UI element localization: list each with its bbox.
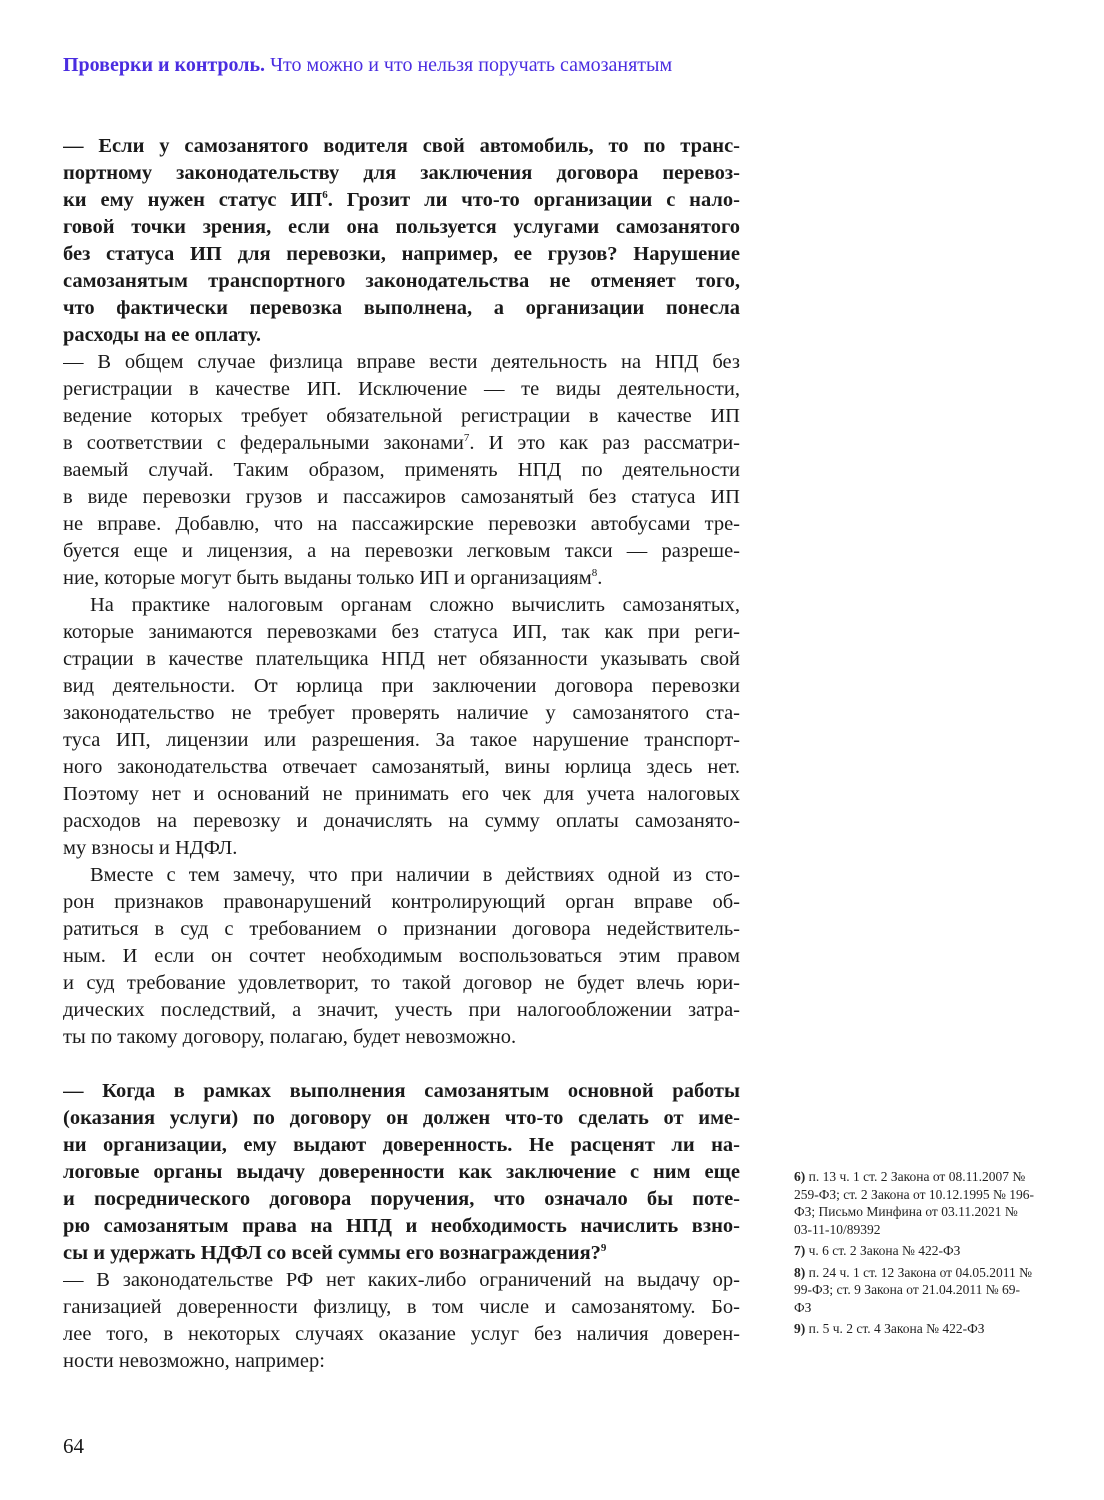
text-line [63, 268, 740, 295]
text-segment: самозанятым транспортного законодательства не отменяет того, [63, 270, 740, 292]
text-line [63, 700, 740, 727]
text-segment: — Когда в рамках выполнения самозанятым основной работы [63, 1080, 740, 1102]
text-segment: — В общем случае физлица вправе вести деятельность на НПД без [63, 351, 740, 373]
footnote-ref: 8 [591, 567, 598, 580]
text-segment: — В законодательстве РФ нет каких-либо ограничений на выдачу ор- [63, 1269, 740, 1291]
footnote-ref: 6 [322, 189, 328, 202]
text-line [63, 214, 740, 241]
text-segment: ни организации, ему выдают доверенность. Не расценят ли на- [63, 1134, 740, 1156]
text-line [63, 187, 740, 214]
text-line [63, 997, 740, 1024]
text-segment: расходы на ее оплату. [63, 324, 262, 346]
text-segment: логовые органы выдачу доверенности как заключение с ним еще [63, 1161, 740, 1183]
text-segment: му взносы и НДФЛ. [63, 837, 238, 859]
text-line [63, 1078, 740, 1105]
text-segment: сы и удержать НДФЛ со всей суммы его вознаграждения? [63, 1242, 601, 1264]
text-segment: в виде перевозки грузов и пассажиров самозанятый без статуса ИП [63, 486, 740, 508]
text-segment: ты по такому договору, полагаю, будет невозможно. [63, 1026, 517, 1048]
answer-paragraph [63, 1267, 740, 1375]
text-line [63, 1240, 740, 1267]
text-line [63, 754, 740, 781]
text-line [63, 1294, 740, 1321]
text-segment: . Грозит ли что-то организации с нало- [327, 189, 740, 211]
text-segment: . [597, 567, 603, 589]
text-line [63, 1105, 740, 1132]
text-segment: без статуса ИП для перевозки, например, ее грузов? Нарушение [63, 243, 740, 265]
text-line [63, 295, 740, 322]
question-paragraph [63, 133, 740, 349]
footnote-number: 6) [794, 1169, 806, 1184]
text-segment: ведение которых требует обязательной регистрации в качестве ИП [63, 405, 740, 427]
text-line [63, 916, 740, 943]
text-segment: ние, которые могут быть выданы только ИП и организациям [63, 567, 592, 589]
text-line [63, 970, 740, 997]
text-segment: ным. И если он сочтет необходимым воспользоваться этим правом [63, 945, 740, 967]
answer-paragraph [63, 592, 740, 862]
text-line [63, 808, 740, 835]
footnote-ref: 9 [600, 1242, 607, 1255]
question-paragraph [63, 1078, 740, 1267]
header-title: Что можно и что нельзя поручать самозанятым [270, 54, 673, 76]
text-line [63, 889, 740, 916]
text-segment: и суд требование удовлетворит, то такой договор не будет влечь юри- [63, 972, 740, 994]
answer-paragraph [63, 862, 740, 1051]
text-segment: расходов на перевозку и доначислять на сумму оплаты самозанято- [63, 810, 740, 832]
text-segment: ки ему нужен статус ИП [63, 189, 323, 211]
text-segment: не вправе. Добавлю, что на пассажирские перевозки автобусами тре- [63, 513, 740, 535]
text-segment: говой точки зрения, если она пользуется услугами самозанятого [63, 216, 740, 238]
text-segment: страции в качестве плательщика НПД нет обязанности указывать свой [63, 648, 740, 670]
text-line [63, 430, 740, 457]
footnote-ref: 7 [463, 432, 470, 445]
text-segment: рон признаков правонарушений контролирующий орган вправе об- [63, 891, 740, 913]
text-segment: — Если у самозанятого водителя свой автомобиль, то по транс- [63, 135, 740, 157]
article-body [63, 133, 740, 1375]
text-segment: и посреднического договора поручения, что означало бы поте- [63, 1188, 740, 1210]
header-section: Проверки и контроль. [63, 54, 266, 76]
text-line [63, 1321, 740, 1348]
text-line [63, 1186, 740, 1213]
text-line [63, 565, 740, 592]
text-line [63, 1267, 740, 1294]
text-line [63, 349, 740, 376]
footnote-text: п. 5 ч. 2 ст. 4 Закона № 422-ФЗ [805, 1321, 985, 1336]
text-segment: буется еще и лицензия, а на перевозки легковым такси — разреше- [63, 540, 740, 562]
text-segment: которые занимаются перевозками без статуса ИП, так как при реги- [63, 621, 740, 643]
running-header [63, 54, 672, 77]
text-segment: регистрации в качестве ИП. Исключение — те виды деятельности, [63, 378, 740, 400]
text-segment: рю самозанятым права на НПД и необходимость начислить взно- [63, 1215, 740, 1237]
footnote-text: п. 13 ч. 1 ст. 2 Закона от 08.11.2007 № 259-ФЗ; ст. 2 Закона от 10.12.1995 № 196-ФЗ; Письмо Минфина от 03.11.2021 № 03-11-10/89392 [794, 1169, 1034, 1237]
text-segment: ганизацией доверенности физлицу, в том числе и самозанятому. Бо- [63, 1296, 740, 1318]
text-segment: . И это как раз рассматри- [469, 432, 740, 454]
text-line [63, 862, 740, 889]
text-line [63, 646, 740, 673]
text-segment: туса ИП, лицензии или разрешения. За такое нарушение транспорт- [63, 729, 740, 751]
text-line [63, 511, 740, 538]
footnote [794, 1242, 1034, 1260]
text-segment: в соответствии с федеральными законами [63, 432, 464, 454]
text-line [63, 1159, 740, 1186]
text-line [63, 781, 740, 808]
footnote-number: 8) [794, 1264, 806, 1280]
footnotes [794, 1168, 1034, 1342]
text-line [63, 484, 740, 511]
text-segment: ратиться в суд с требованием о признании договора недействитель- [63, 918, 740, 940]
text-line [63, 619, 740, 646]
footnote-number: 7) [794, 1243, 806, 1258]
footnote-text: ч. 6 ст. 2 Закона № 422-ФЗ [805, 1243, 961, 1258]
text-segment: лее того, в некоторых случаях оказание услуг без наличия доверен- [63, 1323, 740, 1345]
text-line [63, 673, 740, 700]
text-segment: что фактически перевозка выполнена, а организации понесла [63, 297, 740, 319]
text-line [63, 457, 740, 484]
text-segment: ности невозможно, например: [63, 1350, 325, 1372]
text-line [63, 943, 740, 970]
text-segment: Вместе с тем замечу, что при наличии в действиях одной из сто- [90, 864, 740, 886]
answer-paragraph [63, 349, 740, 592]
text-line [63, 403, 740, 430]
text-line [63, 1132, 740, 1159]
text-line [63, 322, 740, 349]
text-segment: законодательство не требует проверять наличие у самозанятого ста- [63, 702, 740, 724]
footnote [794, 1264, 1034, 1317]
text-line [63, 538, 740, 565]
text-line [63, 592, 740, 619]
text-segment: ного законодательства отвечает самозанятый, вины юрлица здесь нет. [63, 756, 740, 778]
text-segment: (оказания услуги) по договору он должен что-то сделать от име- [63, 1107, 740, 1129]
footnote [794, 1320, 1034, 1338]
text-line [63, 835, 740, 862]
text-segment: вид деятельности. От юрлица при заключении договора перевозки [63, 675, 740, 697]
text-line [63, 1024, 740, 1051]
spacer [63, 1051, 740, 1078]
text-segment: Поэтому нет и оснований не принимать его чек для учета налоговых [63, 783, 740, 805]
text-line [63, 727, 740, 754]
text-segment: дических последствий, а значит, учесть при налогообложении затра- [63, 999, 740, 1021]
text-line [63, 1213, 740, 1240]
text-line [63, 241, 740, 268]
footnote-text: п. 24 ч. 1 ст. 12 Закона от 04.05.2011 № 99-ФЗ; ст. 9 Закона от 21.04.2011 № 69-ФЗ [794, 1264, 1032, 1315]
text-line [63, 133, 740, 160]
text-line [63, 1348, 740, 1375]
text-segment: На практике налоговым органам сложно вычислить самозанятых, [90, 594, 740, 616]
text-segment: ваемый случай. Таким образом, применять НПД по деятельности [63, 459, 740, 481]
footnote [794, 1168, 1034, 1238]
page-number: 64 [63, 1434, 84, 1458]
text-segment: портному законодательству для заключения договора перевоз- [63, 162, 740, 184]
footnote-number: 9) [794, 1321, 806, 1336]
text-line [63, 376, 740, 403]
text-line [63, 160, 740, 187]
